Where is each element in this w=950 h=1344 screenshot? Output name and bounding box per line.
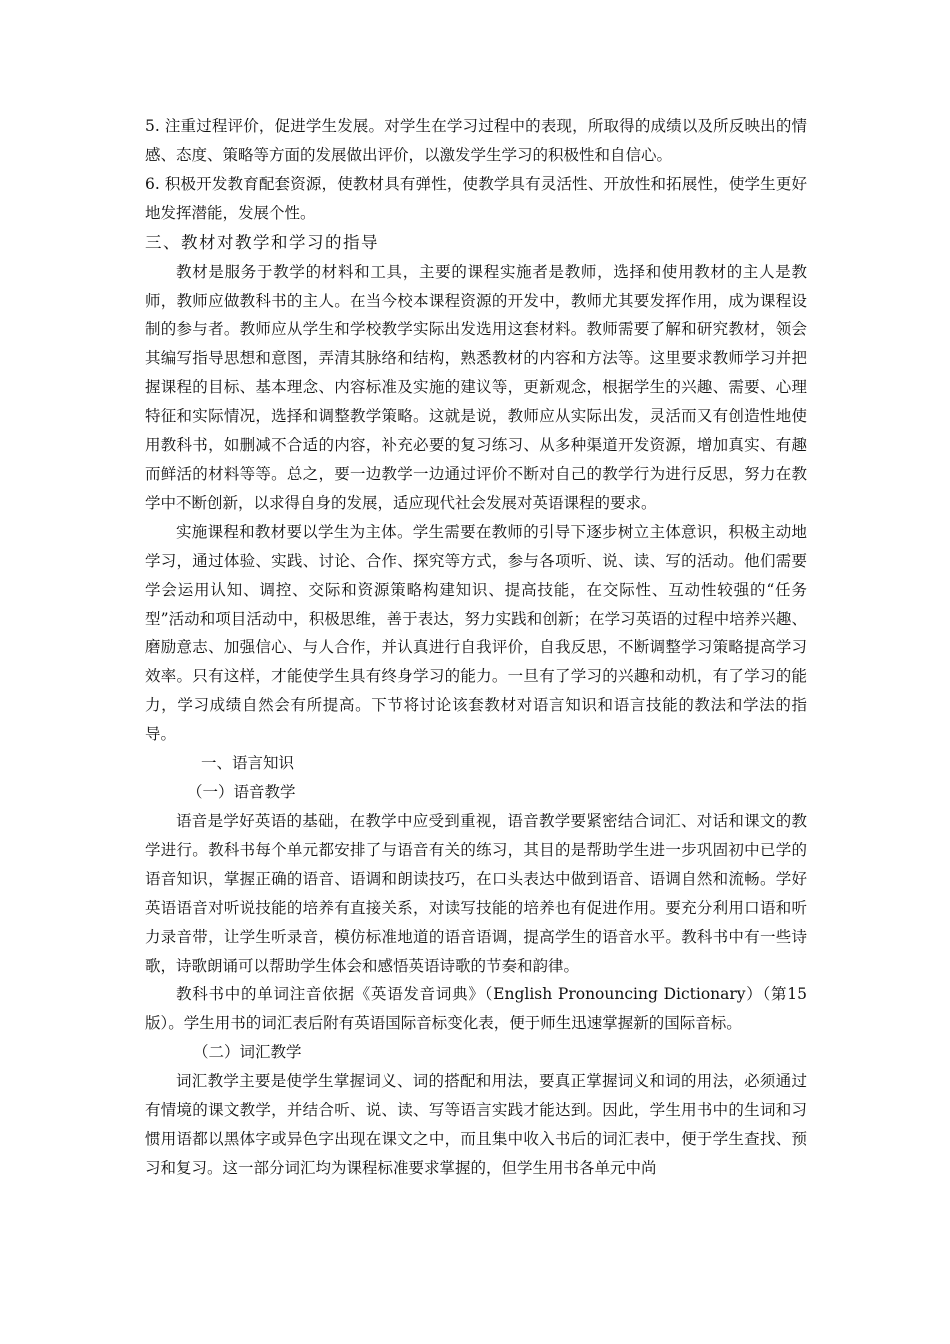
paragraph-vocabulary: 词汇教学主要是使学生掌握词义、词的搭配和用法，要真正掌握词义和词的用法，必须通过有情境的课文教学，并结合听、说、读、写等语言实践才能达到。因此，学生用书中的生词和习惯用语都以黑体字或异色字出现在课文之中，而且集中收入书后的词汇表中，便于学生查找、预习和复习。这一部分词汇均为课程标准要求掌握的，但学生用书各单元中尚 bbox=[145, 1072, 807, 1177]
list-item-5: 5. 注重过程评价，促进学生发展。对学生在学习过程中的表现，所取得的成绩以及所反映出的情感、态度、策略等方面的发展做出评价，以激发学生学习的积极性和自信心。 bbox=[145, 117, 807, 164]
section-heading-teaching-guidance: 三、教材对教学和学习的指导 bbox=[145, 232, 379, 252]
list-item-6: 6. 积极开发教育配套资源，使教材具有弹性，使教学具有灵活性、开放性和拓展性，使学生更好地发挥潜能，发展个性。 bbox=[145, 174, 807, 222]
paragraph-student-centered: 实施课程和教材要以学生为主体。学生需要在教师的引导下逐步树立主体意识，积极主动地学习，通过体验、实践、讨论、合作、探究等方式，参与各项听、说、读、写的活动。他们需要学会运用认知、调控、交际和资源策略构建知识、提高技能，在交际性、互动性较强的“任务型”活动和项目活动中，积极思维，善于表达，努力实践和创新；在学习英语的过程中培养兴趣、磨励意志、加强信心、与人合作，并认真进行自我评价，自我反思，不断调整学习策略提高学习效率。只有这样，才能使学生具有终身学习的能力。一旦有了学习的兴趣和动机，有了学习的能力，学习成绩自然会有所提高。下节将讨论该套教材对语言知识和语言技能的教法和学法的指导。 bbox=[145, 522, 807, 744]
document-page bbox=[145, 112, 807, 1183]
paragraph-phonetics: 语音是学好英语的基础，在教学中应受到重视，语音教学要紧密结合词汇、对话和课文的教学进行。教科书每个单元都安排了与语音有关的练习，其目的是帮助学生进一步巩固初中已学的语音知识，掌握正确的语音、语调和朗读技巧，在口头表达中做到语音、语调自然和流畅。学好英语语音对听说技能的培养有直接关系，对读写技能的培养也有促进作用。要充分利用口语和听力录音带，让学生听录音，模仿标准地道的语音语调，提高学生的语音水平。教科书中有一些诗歌，诗歌朗诵可以帮助学生体会和感悟英语诗歌的节奏和韵律。 bbox=[145, 812, 807, 975]
subheading-language-knowledge: 一、语言知识 bbox=[201, 754, 295, 773]
subheading-phonetics-teaching: （一）语音教学 bbox=[187, 783, 296, 802]
subheading-vocabulary-teaching: （二）词汇教学 bbox=[193, 1043, 302, 1062]
paragraph-pronouncing-dictionary: 教科书中的单词注音依据《英语发音词典》（English Pronouncing Dictionary）（第15版）。学生用书的词汇表后附有英语国际音标变化表，便于师生迅速掌握新的国际音标。 bbox=[145, 985, 807, 1033]
paragraph-teacher-role: 教材是服务于教学的材料和工具，主要的课程实施者是教师，选择和使用教材的主人是教师，教师应做教科书的主人。在当今校本课程资源的开发中，教师尤其要发挥作用，成为课程设制的参与者。教师应从学生和学校教学实际出发选用这套材料。教师需要了解和研究教材，领会其编写指导思想和意图，弄清其脉络和结构，熟悉教材的内容和方法等。这里要求教师学习并把握课程的目标、基本理念、内容标准及实施的建议等，更新观念，根据学生的兴趣、需要、心理特征和实际情况，选择和调整教学策略。这就是说，教师应从实际出发，灵活而又有创造性地使用教科书，如删减不合适的内容，补充必要的复习练习、从多种渠道开发资源，增加真实、有趣而鲜活的材料等等。总之，要一边教学一边通过评价不断对自己的教学行为进行反思，努力在教学中不断创新，以求得自身的发展，适应现代社会发展对英语课程的要求。 bbox=[145, 262, 807, 512]
